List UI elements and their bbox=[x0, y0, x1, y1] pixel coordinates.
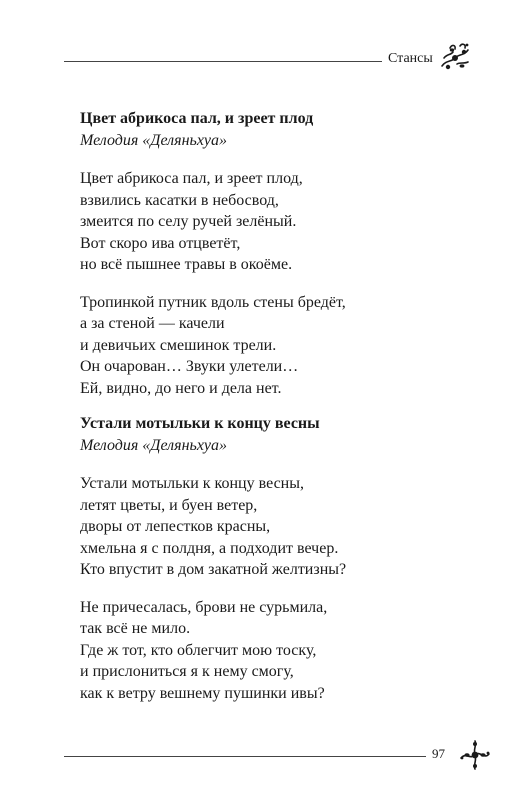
poem-line: и девичьих смешинок трели. bbox=[80, 336, 277, 354]
poem-line: змеится по селу ручей зелёный. bbox=[80, 213, 297, 230]
poem-line: Тропинкой путник вдоль стены бредёт, bbox=[80, 293, 346, 311]
poem-line: как к ветру вешнему пушинки ивы? bbox=[80, 684, 325, 702]
poem-line: Устали мотыльки к концу весны, bbox=[80, 475, 304, 492]
poem-line: Не причесалась, брови не сурьмила, bbox=[80, 598, 328, 616]
stanza bbox=[80, 597, 480, 705]
poem-line: дворы от лепестков красны, bbox=[80, 518, 271, 535]
poem-line: но всё пышнее травы в окоёме. bbox=[80, 256, 293, 273]
poem-line: Кто впустит в дом закатной желтизны? bbox=[80, 561, 347, 578]
poem-line: Где ж тот, кто облегчит мою тоску, bbox=[80, 641, 317, 659]
poem-title: Цвет абрикоса пал, и зреет плод bbox=[80, 110, 314, 127]
poem-line: а за стеной — качели bbox=[80, 315, 225, 332]
poem-subtitle: Мелодия «Деляньхуа» bbox=[80, 132, 228, 149]
floral-ornament-icon bbox=[458, 738, 492, 772]
poem bbox=[80, 413, 480, 704]
poem-title: Устали мотыльки к концу весны bbox=[80, 415, 320, 432]
poem-line: Ей, видно, до него и дела нет. bbox=[80, 379, 282, 397]
running-title: Стансы bbox=[388, 51, 433, 66]
poem-subtitle: Мелодия «Деляньхуа» bbox=[80, 437, 228, 454]
poem bbox=[80, 108, 480, 399]
stanza bbox=[80, 168, 480, 276]
poem-line: взвились касатки в небосвод, bbox=[80, 191, 279, 209]
header-rule bbox=[64, 61, 382, 62]
poem-line: хмельна я с полдня, а подходит вечер. bbox=[80, 539, 339, 557]
poem-line: летят цветы, и буен ветер, bbox=[80, 496, 258, 514]
stanza bbox=[80, 473, 480, 581]
floral-ornament-icon bbox=[438, 40, 472, 74]
stanza bbox=[80, 292, 480, 400]
poem-line: Вот скоро ива отцветёт, bbox=[80, 234, 241, 252]
poem-line: так всё не мило. bbox=[80, 620, 191, 637]
poem-line: Он очарован… Звуки улетели… bbox=[80, 358, 299, 375]
poem-line: Цвет абрикоса пал, и зреет плод, bbox=[80, 170, 303, 187]
footer-rule bbox=[64, 756, 426, 757]
page-number: 97 bbox=[432, 746, 445, 761]
poem-line: и прислониться я к нему смогу, bbox=[80, 663, 294, 680]
